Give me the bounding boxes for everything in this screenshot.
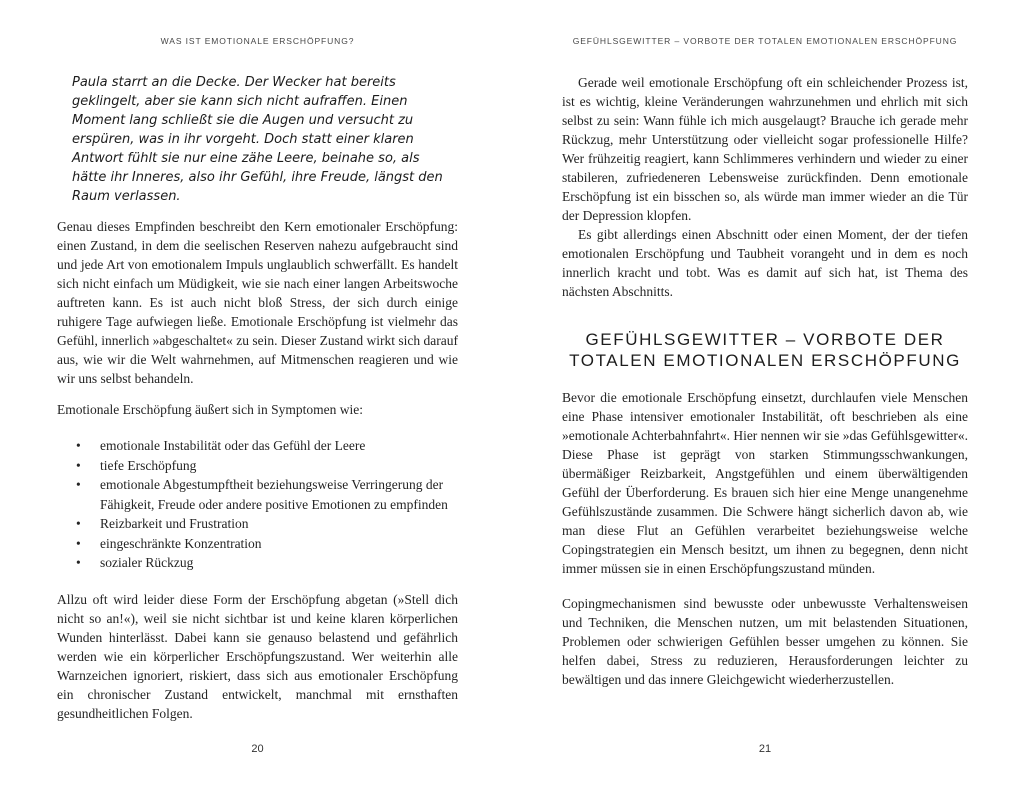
section-heading	[562, 329, 968, 371]
list-item-label: tiefe Erschöpfung	[100, 457, 197, 473]
page-number-right: 21	[758, 743, 772, 755]
section-heading-line2: TOTALEN EMOTIONALEN ERSCHÖPFUNG	[569, 351, 961, 370]
bullet-icon: •	[76, 555, 81, 570]
bullet-icon: •	[76, 457, 81, 473]
bullet-icon: •	[76, 535, 81, 551]
running-header-left: WAS IST EMOTIONALE ERSCHÖPFUNG?	[160, 36, 355, 46]
page-number-left: 20	[251, 743, 264, 755]
paragraph-warning: Allzu oft wird leider diese Form der Erschöpfung abgetan (»Stell dich nicht so an!«), weil sie nicht sichtbar ist und keine klaren körperlichen Wunden hinterlässt. Dabei kann sie genauso belastend und gefährlich werden wie ein körperlicher Erschöpfungszustand. Wer weiterhin alle Warnzeichen ignoriert, riskiert, dass sich aus emotionaler Erschöpfung ein chronischer Zustand entwickelt, manchmal mit ernsthaften gesundheitlichen Folgen.	[57, 591, 458, 721]
paragraph-coping-mechanisms: Copingmechanismen sind bewusste oder unbewusste Verhaltensweisen und Techniken, die Menschen nutzen, um mit belastenden Situationen, Problemen oder schwierigen Gefühlen besser umgehen zu können. Sie helfen dabei, Stress zu reduzieren, Herausforderungen leichter zu bewältigen und das innere Gleichgewicht wiederherzustellen.	[562, 596, 968, 687]
bullet-icon: •	[76, 516, 81, 531]
page-left	[57, 36, 458, 793]
running-header-right: GEFÜHLSGEWITTER – VORBOTE DER TOTALEN EMOTIONALEN ERSCHÖPFUNG	[572, 36, 958, 46]
list-item-label: emotionale Instabilität oder das Gefühl der Leere	[100, 438, 366, 453]
paragraph-symptom-intro: Emotionale Erschöpfung äußert sich in Symptomen wie:	[57, 402, 363, 417]
list-item	[57, 514, 458, 534]
paragraph-moment-before: Es gibt allerdings einen Abschnitt oder einen Moment, der der tiefen emotionalen Erschöpfung und Taubheit vorangeht und in dem es noch innerlich kracht und tobt. Was es damit auf sich hat, ist Thema des nächsten Abschnitts.	[562, 227, 968, 299]
list-item-label: eingeschränkte Konzentration	[100, 535, 262, 551]
list-item	[57, 456, 458, 476]
list-item-label: emotionale Abgestumpftheit beziehungsweise Verringerung der Fähigkeit, Freude oder andere positive Emotionen zu empfinden	[100, 477, 448, 512]
list-item	[57, 436, 458, 456]
paragraph-phase-description: Bevor die emotionale Erschöpfung einsetzt, durchlaufen viele Menschen eine Phase intensiver emotionaler Instabilität, oft beschrieben als eine »emotionale Achterbahnfahrt«. Hier nennen wir sie »das Gefühlsgewitter«. Diese Phase ist geprägt von starken Stimmungsschwankungen, übermäßiger Reizbarkeit, Angstgefühlen und einem überwältigenden Gefühl der Überforderung. Es brauen sich hier eine Menge unangenehme Gefühlszustände zusammen. Die Schwere hängt sicherlich davon ab, wie man diese Flut an Gefühlen verarbeitet beziehungsweise welche Copingstrategien ein Mensch besitzt, um ihnen zu begegnen, denn nicht immer müssen sie in einen Erschöpfungszustand münden.	[562, 390, 968, 576]
section-heading-line1: GEFÜHLSGEWITTER – VORBOTE DER	[585, 330, 945, 349]
list-item-label: sozialer Rückzug	[100, 555, 194, 570]
list-item	[57, 534, 458, 554]
paragraph-core-definition: Genau dieses Empfinden beschreibt den Kern emotionaler Erschöpfung: einen Zustand, in dem die seelischen Reserven nahezu aufgebraucht sind und jede Art von emotionalem Impuls unglaublich schwerfällt. Es handelt sich nicht einfach um Müdigkeit, wie sie nach einer langen Arbeitswoche auftreten kann. Es ist auch nicht bloß Stress, der sich durch einige ruhigere Tage aufwiegen ließe. Emotionale Erschöpfung ist vielmehr das Gefühl, innerlich »abgeschaltet« zu sein. Dieser Zustand wirkt sich darauf aus, wie wir die Welt wahrnehmen, auf Mitmenschen reagieren und wie wir uns selbst behandeln.	[57, 219, 458, 386]
page-right	[562, 36, 968, 793]
list-item	[57, 553, 458, 573]
paragraph-creeping-process: Gerade weil emotionale Erschöpfung oft ein schleichender Prozess ist, ist es wichtig, kleine Veränderungen wahrzunehmen und ehrlich mit sich selbst zu sein: Wann fühle ich mich ausgelaugt? Brauche ich gerade mehr Rückzug, mehr Unterstützung oder vielleicht sogar professionelle Hilfe? Wer frühzeitig reagiert, kann Schlimmeres verhindern und wieder zu einer stabileren, zufriedeneren Lebensweise zurückfinden. Denn emotionale Erschöpfung ist ein bisschen so, als würde man immer wieder an die Tür der Depression klopfen.	[562, 75, 968, 223]
list-item	[57, 475, 458, 514]
symptom-list	[57, 436, 458, 573]
intro-quote: Paula starrt an die Decke. Der Wecker hat bereits geklingelt, aber sie kann sich nicht aufraffen. Einen Moment lang schließt sie die Augen und versucht zu erspüren, was in ihr vorgeht. Doch statt einer klaren Antwort fühlt sie nur eine zähe Leere, beinahe so, als hätte ihr Inneres, also ihr Gefühl, ihre Freude, längst den Raum verlassen.	[72, 75, 443, 204]
bullet-icon: •	[76, 438, 81, 453]
bullet-icon: •	[76, 477, 81, 492]
list-item-label: Reizbarkeit und Frustration	[100, 516, 249, 531]
